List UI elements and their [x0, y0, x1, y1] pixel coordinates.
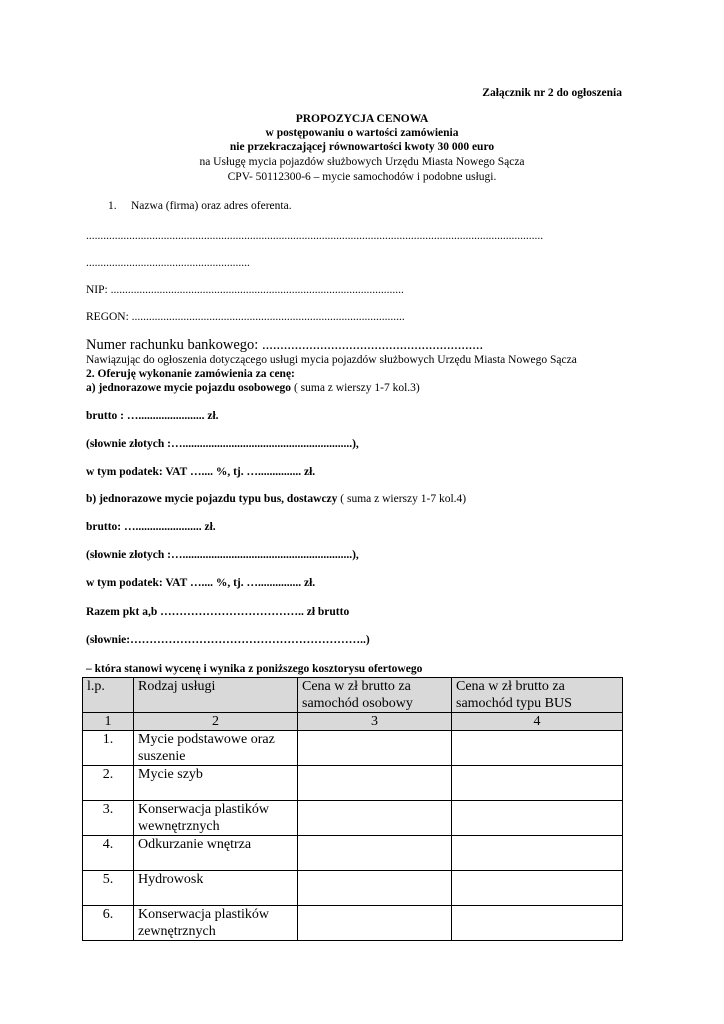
row-price-bus[interactable]	[452, 906, 623, 941]
row-price-bus[interactable]	[452, 871, 623, 906]
bank-account-field[interactable]: Numer rachunku bankowego: .............................................................	[86, 337, 484, 353]
row-service: Mycie szyb	[134, 766, 298, 801]
table-row	[83, 871, 623, 906]
row-service: Hydrowosk	[134, 871, 298, 906]
section-1-label: 1. Nazwa (firma) oraz adres oferenta.	[108, 200, 292, 212]
header-price-car: Cena w zł brutto za samochód osobowy	[298, 678, 452, 713]
attachment-label: Załącznik nr 2 do ogłoszenia	[482, 87, 622, 99]
table-row	[83, 766, 623, 801]
table-row	[83, 801, 623, 836]
row-lp: 6.	[83, 906, 134, 941]
row-lp: 2.	[83, 766, 134, 801]
row-lp: 1.	[83, 731, 134, 766]
table-header-row	[83, 678, 623, 713]
part-a-vat[interactable]: w tym podatek: VAT ….... %, tj. …............... zł.	[86, 466, 316, 478]
row-price-bus[interactable]	[452, 766, 623, 801]
doc-subtitle-1: w postępowaniu o wartości zamówienia	[265, 127, 459, 139]
row-price-bus[interactable]	[452, 801, 623, 836]
row-price-car[interactable]	[298, 906, 452, 941]
table-intro: – która stanowi wycenę i wynika z poniższego kosztorysu ofertowego	[86, 663, 423, 675]
address-line-2[interactable]: .........................................................	[86, 257, 250, 269]
doc-subtitle-2: nie przekraczającej równowartości kwoty 30 000 euro	[229, 141, 495, 153]
table-row	[83, 731, 623, 766]
total-field[interactable]: Razem pkt a,b ……………………………….. zł brutto	[86, 606, 350, 618]
part-a-title-note: ( suma z wierszy 1-7 kol.3)	[291, 382, 420, 394]
row-price-bus[interactable]	[452, 731, 623, 766]
row-lp: 4.	[83, 836, 134, 871]
part-a-title-bold: a) jednorazowe mycie pojazdu osobowego	[86, 382, 292, 394]
offer-heading: 2. Oferuję wykonanie zamówienia za cenę:	[86, 368, 295, 380]
header-price-bus: Cena w zł brutto za samochód typu BUS	[452, 678, 623, 713]
row-price-car[interactable]	[298, 801, 452, 836]
header-lp: l.p.	[83, 678, 134, 713]
part-b-title-note: ( suma z wierszy 1-7 kol.4)	[337, 493, 467, 505]
part-b-title	[86, 493, 466, 505]
table-row	[83, 906, 623, 941]
row-price-car[interactable]	[298, 766, 452, 801]
col-number-2: 2	[134, 713, 298, 731]
part-b-title-bold: b) jednorazowe mycie pojazdu typu bus, dostawczy	[86, 493, 338, 505]
total-slownie-field[interactable]: (słownie:……………………………………………………..)	[86, 634, 370, 646]
intro-text: Nawiązując do ogłoszenia dotyczącego usługi mycia pojazdów służbowych Urzędu Miasta Nowego Sącza	[86, 354, 577, 366]
part-b-brutto[interactable]: brutto: …....................... zł.	[86, 521, 216, 533]
row-price-car[interactable]	[298, 731, 452, 766]
row-price-car[interactable]	[298, 871, 452, 906]
row-service: Konserwacja plastików wewnętrznych	[134, 801, 298, 836]
part-a-brutto[interactable]: brutto : …....................... zł.	[86, 410, 219, 422]
row-price-car[interactable]	[298, 836, 452, 871]
table-column-numbers	[83, 713, 623, 731]
row-price-bus[interactable]	[452, 836, 623, 871]
col-number-1: 1	[83, 713, 134, 731]
part-b-slownie[interactable]: (słownie złotych :…...........................................................),	[86, 549, 359, 561]
row-service: Konserwacja plastików zewnętrznych	[134, 906, 298, 941]
part-a-title	[86, 382, 420, 394]
address-line-1[interactable]: ...............................................................................................................................................................	[86, 230, 544, 242]
nip-field[interactable]: NIP: ......................................................................................................	[86, 284, 404, 296]
doc-title: PROPOZYCJA CENOWA	[295, 113, 429, 125]
part-a-slownie[interactable]: (słownie złotych :…...........................................................),	[86, 438, 359, 450]
cost-estimate-table	[82, 677, 623, 941]
regon-field[interactable]: REGON: ...............................................................................................	[86, 311, 405, 323]
doc-cpv: CPV- 50112300-6 – mycie samochodów i podobne usługi.	[227, 171, 497, 183]
col-number-4: 4	[452, 713, 623, 731]
row-service: Odkurzanie wnętrza	[134, 836, 298, 871]
row-lp: 3.	[83, 801, 134, 836]
header-service: Rodzaj usługi	[134, 678, 298, 713]
part-b-vat[interactable]: w tym podatek: VAT ….... %, tj. …............... zł.	[86, 577, 316, 589]
table-row	[83, 836, 623, 871]
doc-subtitle-3: na Usługę mycia pojazdów służbowych Urzędu Miasta Nowego Sącza	[199, 156, 525, 168]
col-number-3: 3	[298, 713, 452, 731]
row-service: Mycie podstawowe oraz suszenie	[134, 731, 298, 766]
row-lp: 5.	[83, 871, 134, 906]
